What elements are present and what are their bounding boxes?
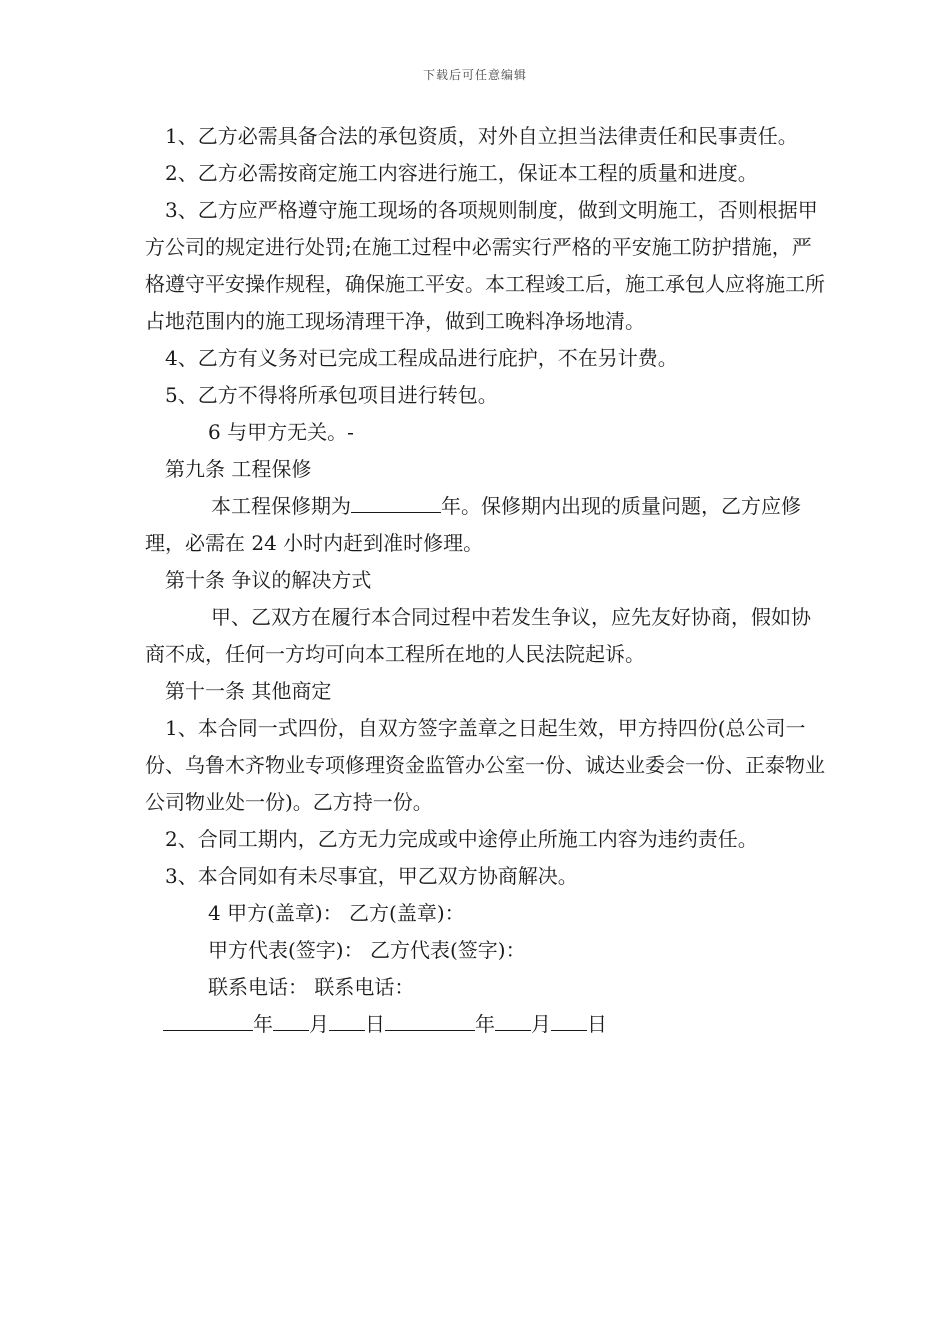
clause-item-2: 2、乙方必需按商定施工内容进行施工，保证本工程的质量和进度。 — [165, 161, 758, 185]
clause-item-5: 5、乙方不得将所承包项目进行转包。 — [165, 383, 498, 407]
year-label-b: 年 — [475, 1012, 495, 1036]
clause-item-4: 4、乙方有义务对已完成工程成品进行庇护，不在另计费。 — [165, 346, 678, 370]
article-11-title: 第十一条 其他商定 — [165, 679, 332, 703]
year-label: 年 — [253, 1012, 273, 1036]
party-a-month-blank — [273, 1008, 309, 1031]
day-label: 日 — [365, 1012, 385, 1036]
party-a-year-blank — [163, 1008, 253, 1031]
representative-line: 甲方代表(签字)： 乙方代表(签字)： — [208, 938, 526, 962]
article-9-title: 第九条 工程保修 — [165, 457, 312, 481]
clause-item-3: 3、乙方应严格遵守施工现场的各项规则制度，做到文明施工，否则根据甲方公司的规定进行处罚;在施工过程中必需实行严格的平安施工防护措施，严格遵守平安操作规程，确保施工平安。本工程竣工后，施工承包人应将施工所占地范围内的施工现场清理干净，做到工晚料净场地清。 — [145, 198, 825, 333]
article-9-text — [145, 488, 825, 562]
party-b-year-blank — [385, 1008, 475, 1031]
article-9-text-after: 年。保修期内出现的质量问题，乙方应修理，必需在 24 小时内赶到准时修理。 — [145, 494, 801, 555]
day-label-b: 日 — [587, 1012, 607, 1036]
seal-line: 4 甲方(盖章)： 乙方(盖章)： — [208, 901, 465, 925]
month-label: 月 — [309, 1012, 329, 1036]
warranty-period-blank — [351, 490, 441, 513]
article-11-clause-2: 2、合同工期内，乙方无力完成或中途停止所施工内容为违约责任。 — [165, 827, 758, 851]
article-11-clause-1: 1、本合同一式四份，自双方签字盖章之日起生效，甲方持四份(总公司一份、乌鲁木齐物业专项修理资金监管办公室一份、诚达业委会一份、正泰物业公司物业处一份)。乙方持一份。 — [145, 716, 825, 814]
article-10-title: 第十条 争议的解决方式 — [165, 568, 372, 592]
article-11-clause-3: 3、本合同如有未尽事宜，甲乙双方协商解决。 — [165, 864, 578, 888]
phone-line: 联系电话： 联系电话： — [208, 975, 415, 999]
party-a-day-blank — [329, 1008, 365, 1031]
month-label-b: 月 — [531, 1012, 551, 1036]
document-body — [145, 118, 825, 1043]
party-b-month-blank — [495, 1008, 531, 1031]
article-10-text: 甲、乙双方在履行本合同过程中若发生争议，应先友好协商，假如协商不成，任何一方均可向本工程所在地的人民法院起诉。 — [145, 605, 811, 666]
clause-item-6: 6 与甲方无关。- — [208, 420, 354, 444]
article-9-text-before: 本工程保修期为 — [211, 494, 351, 518]
page-header-note: 下载后可任意编辑 — [422, 68, 527, 82]
date-line — [145, 1006, 825, 1043]
clause-item-1: 1、乙方必需具备合法的承包资质，对外自立担当法律责任和民事责任。 — [165, 124, 798, 148]
party-b-day-blank — [551, 1008, 587, 1031]
